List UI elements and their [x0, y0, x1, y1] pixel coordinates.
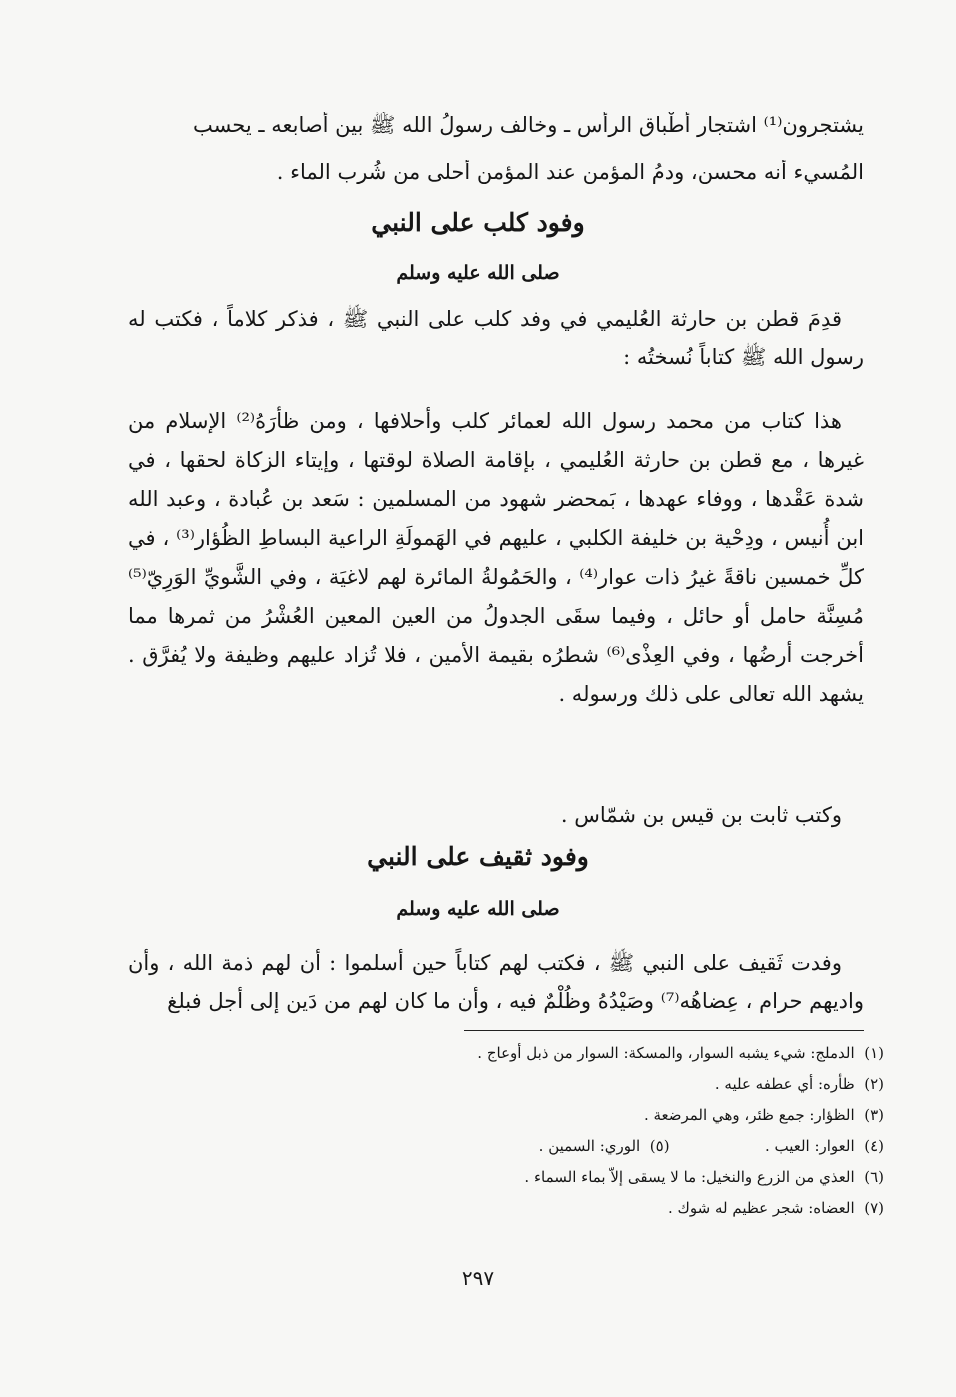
footnote-6: (٦) العذي من الزرع والنخيل: ما لا يسقى إلاّ بماء السماء . [524, 1168, 884, 1186]
scribe-line: وكتب ثابت بن قيس بن شمّاس . [560, 803, 842, 827]
section-title-kalb: وفود كلب على النبي [371, 208, 585, 237]
footnote-row-4-5 [164, 1131, 884, 1162]
section-subtitle-thaqif: صلى الله عليه وسلم [396, 898, 560, 920]
footnotes [164, 1038, 884, 1224]
section-subtitle-kalb: صلى الله عليه وسلم [396, 262, 560, 284]
footnote-4: (٤) العوار: العيب . [764, 1137, 884, 1155]
kalb-letter-paragraph: هذا كتاب من محمد رسول الله لعمائر كلب وأحلافها ، ومن ظأرَهُ⁽²⁾ الإسلام من غيرها ، مع قطن بن حارثة العُليمي ، بإقامة الصلاة لوقتها ، وإيتاء الزكاة لحقها ، في شدة عَقْدها ، ووفاء عهدها ، بَمحضر شهود من المسلمين : سَعد بن عُبادة ، وعبد الله ابن أُنيس ، ودِحْية بن خليفة الكلبي ، عليهم في الهَمولَةِ الراعية البساطِ الظُؤار⁽³⁾ ، في كلِّ خمسين ناقةً غيرُ ذات عوار⁽⁴⁾ ، والحَمُولةُ المائرة لهم لاغيَة ، وفي الشَّويِّ الوَرِيّ⁽⁵⁾ مُسِنَّة حامل أو حائل ، وفيما سقَى الجدولُ من العين المعين العُشْرُ من ثمرها مما أخرجت أرضُها ، وفي العِذْى⁽⁶⁾ شطرُه بقيمة الأمين ، فلا تُزاد عليهم وظيفة ولا يُفرَّق . يشهد الله تعالى على ذلك ورسوله . [128, 409, 864, 706]
thaqif-paragraph: وفدت ثَقيف على النبي ﷺ ، فكتب لهم كتاباً حين أسلموا : أن لهم ذمة الله ، وأن واديهم حرام ، عِضاهُه⁽⁷⁾ وصَيْدُهُ وظُلْمٌ فيه ، وأن ما كان لهم من دَين إلى أجل فبلغ [128, 951, 864, 1013]
footnote-2: (٢) ظأره: أي عطفه عليه . [714, 1075, 884, 1093]
section-title-thaqif: وفود ثقيف على النبي [367, 842, 589, 871]
page-number: ٢٩٧ [461, 1266, 495, 1290]
footnote-3: (٣) الظؤار: جمع ظئر، وهي المرضعة . [643, 1106, 884, 1124]
kalb-intro-paragraph: قدِمَ قطن بن حارثة العُليمي في وفد كلب على النبي ﷺ ، فذكر كلاماً ، فكتب له رسول الله ﷺ كتاباً نُسختُه : [128, 307, 864, 369]
footnote-1: (١) الدملج: شيء يشبه السوار، والمسكة: السوار من ذبل أوعاج . [477, 1044, 884, 1062]
footnote-separator [464, 1030, 864, 1031]
continuation-line-1: يشتجرون⁽¹⁾ اشتجار أطْباق الرأس ـ وخالف رسولُ الله ﷺ بين أصابعه ـ يحسب [192, 113, 864, 137]
continuation-line-2: المُسيء أنه محسن، ودمُ المؤمن عند المؤمن أحلى من شُرب الماء . [276, 160, 864, 184]
footnote-5: (٥) الوري: السمين . [538, 1137, 670, 1155]
footnote-7: (٧) العضاه: شجر عظيم له شوك . [668, 1199, 884, 1217]
